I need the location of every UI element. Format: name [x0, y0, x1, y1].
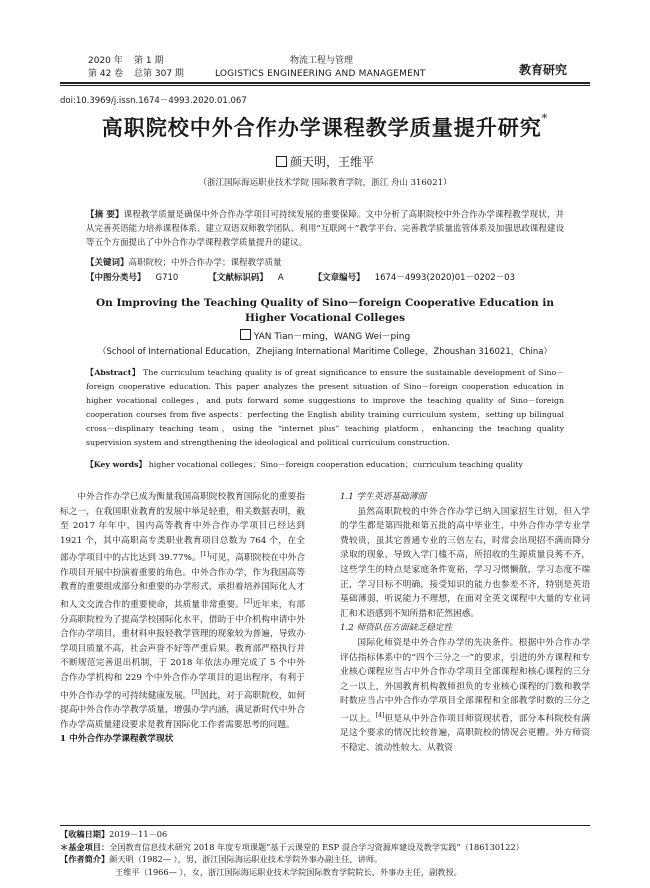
keywords-en-label: 【Key words】 — [86, 460, 147, 469]
page-title — [0, 112, 650, 142]
title-en-line1: On Improving the Teaching Quality of Sino－foreign Cooperative Education in — [96, 297, 554, 309]
right-p2-tail: 但是从中外合作项目师资现状看，部分本科院校有满足这个要求的情况比较普遍，高职院校的情况会更糟。外方师资不稳定、流动性较大、从教资 — [340, 713, 591, 753]
received-value: 2019－11－06 — [109, 829, 168, 839]
clc-label: 【中图分类号】 — [86, 273, 146, 283]
author-bio-label: 【作者简介】 — [60, 854, 110, 864]
title-en-line2: Higher Vocational Colleges — [244, 312, 405, 324]
code-value: A — [277, 273, 284, 283]
article-id-label: 【文章编号】 — [313, 273, 365, 283]
right-paragraph-2 — [340, 636, 590, 756]
affiliation-en: （School of International Education，Zhejiang International Maritime College，Zhoushan 316021，China） — [97, 347, 553, 357]
right-p2-text: 国际化师资是中外合作办学的先决条件。根据中外合作办学评估指标体系中的“四个三分之一”的要求，引进的外方课程和专业核心课程应当占中外合作办学项目全部课程和核心课程的三分之一以上，外国教育机构教师担负的专业核心课程的门数和教学时数应当占中外合作办学项目全部课程和全部教学时数的三分之一以上。 — [340, 637, 590, 724]
header-column: 教育研究 — [519, 63, 568, 77]
left-p1-tail3: 因此，对于高职院校，如何提高中外合作办学教学质量，增强办学内涵，满足新时代中外合作办学高质量建设要求是教育国际化工作者需要思考的问题。 — [60, 690, 306, 730]
article-id-value: 1674－4993(2020)01－0202－03 — [374, 273, 515, 283]
fund-label: ＊基金项目： — [60, 841, 110, 852]
header-issue: 第 1 期 — [134, 56, 164, 66]
subsection-1-1-heading: 1.1 学生英语基础薄弱 — [340, 492, 427, 502]
title-mark: * — [541, 112, 549, 125]
authors-cn-text: 颜天明，王维平 — [289, 155, 374, 169]
author-en-box-icon — [240, 329, 251, 340]
header-volume: 第 42 卷 — [88, 69, 124, 79]
keywords-cn-label: 【关键词】 — [86, 258, 129, 268]
clc-value: G710 — [155, 273, 179, 283]
keywords-en-text: higher vocational colleges；Sino－foreign cooperation education；curriculum teaching quality — [148, 460, 523, 469]
received-date — [60, 828, 590, 841]
doi: doi:10.3969/j.issn.1674－4993.2020.01.067 — [60, 96, 247, 106]
keywords-en — [86, 458, 564, 472]
author-bio-1 — [60, 853, 590, 866]
left-p1-tail: 可见，高职院校在中外合作项目开展中扮演着重要的角色。中外合作办学，作为我国高等教育的重要组成部分和重要的办学形式，承担着培养国际化人才和人文交流合作的重要使命，其质量非常重要。 — [60, 553, 306, 610]
author-bio-2 — [60, 866, 590, 879]
header-year: 2020 年 — [88, 56, 123, 66]
keywords-cn — [86, 256, 564, 270]
header-journal-cn: 物流工程与管理 — [290, 56, 354, 66]
abstract-en-label: 【Abstract】 — [86, 368, 141, 377]
citation-2: [2] — [243, 598, 253, 606]
title-text: 高职院校中外合作办学课程教学质量提升研究 — [101, 115, 542, 140]
section-1-heading: 1 中外合作办学课程教学现状 — [60, 734, 174, 745]
left-column — [60, 490, 305, 747]
left-paragraph-1 — [60, 490, 305, 732]
abstract-cn-label: 【摘 要】 — [86, 210, 124, 220]
clc-line — [86, 272, 515, 284]
authors-cn — [0, 153, 650, 170]
header-total-issue: 总第 307 期 — [134, 69, 184, 79]
fund-value: 全国教育信息技术研究 2018 年度专项课题“基于云课堂的 ESP 混合学习资源库建设及教学实践”（186130122） — [109, 841, 524, 852]
abstract-en — [86, 366, 564, 450]
citation-1: [1] — [200, 551, 210, 559]
author-bio-1-text: 颜天明（1982— ），男，浙江国际海运职业技术学院外事办副主任，讲师。 — [109, 854, 383, 864]
citation-4: [4] — [375, 711, 385, 719]
header-rule-thick — [60, 82, 590, 84]
abstract-cn-text: 课程教学质量是确保中外合作办学项目可持续发展的重要保障。文中分析了高职院校中外合作办学课程教学现状，并从完善英语能力培养课程体系、建立双语双师教学团队、利用“互联网＋”教学平台、完善教学质量监管体系及加强思政课程建设等五个方面提出了中外合作办学课程教学质量提升的建议。 — [86, 210, 564, 248]
abstract-cn — [86, 208, 564, 250]
code-label: 【文献标识码】 — [208, 273, 268, 283]
author-bio-2-text: 王维平（1966— ），女，浙江国际海运职业技术学院国际教育学院院长、外事办主任，副教授。 — [115, 866, 462, 877]
right-paragraph-1: 虽然高职院校的中外合作办学已纳入国家招生计划，但入学的学生都是第四批和第五批的高中毕业生，中外合作办学专业学费较贵，虽其它普通专业的三倍左右，时常会出现招不满而降分录取的现象，导致入学门槛不高，所招收的生源质量良莠不齐，这些学生的特点是家庭条件宽裕，学习习惯懒散，学习态度不端正，学习目标不明确，接受知识的能力也参差不齐，特别是英语基础薄弱，听说能力不理想，在面对全英文课程中大量的专业词汇和术语感到不知所措和茫然困惑。 — [340, 506, 590, 619]
authors-en-text: YAN Tian－ming，WANG Wei－ping — [253, 332, 411, 342]
fund-note — [60, 841, 590, 854]
author-box-icon — [276, 156, 287, 167]
left-p1-tail2: 近年来，有部分高职院校为了提高学校国际化水平，借助于中介机构申请中外合作办学项目，重材料申报轻教学管理的现象较为普遍，导致办学项目质量不高，社会声誉不好等严重后果。教育部严格执行并不断规范完善退出机制，于 2018 年依法办理完成了 5 个中外合作办学机构和 229 个中外合作办学项目的退出程序，有利于中外合作办学的可持续健康发展。 — [60, 599, 306, 701]
citation-3: [3] — [191, 688, 200, 696]
right-column — [340, 490, 590, 756]
affiliation-cn: （浙江国际海运职业技术学院 国际教育学院，浙江 舟山 316021） — [198, 178, 452, 188]
header-rule-thin — [60, 85, 590, 86]
abstract-en-text: The curriculum teaching quality is of great significance to ensure the sustainable development of Sino－foreign cooperative education. This paper analyzes the present situation of Sino－foreign cooperation education in higher vocational colleges，and puts forward some suggestions to improve the teaching quality of Sino－foreign cooperation courses from five aspects：perfecting the English ability training curriculum system，setting up bilingual cross－displinary teaching team，using the “internet plus” teaching platform，enhancing the teaching quality supervision system and strengthening the ideological and political curriculum construction. — [86, 368, 564, 447]
footnotes — [60, 828, 590, 878]
header-journal-en: LOGISTICS ENGINEERING AND MANAGEMENT — [215, 69, 426, 79]
keywords-cn-text: 高职院校；中外合作办学；课程教学质量 — [128, 258, 282, 268]
received-label: 【收稿日期】 — [60, 829, 110, 839]
left-p1-text: 中外合作办学已成为衡量我国高职院校教育国际化的重要指标之一，在我国职业教育的发展中举足轻重，相关数据表明，截至 2017 年年中，国内高等教育中外合作办学项目已经达到 1921 个，其中高职高专类职业教育项目总数为 764 个，在全部办学项目中的占比达到 39.77%。 — [60, 492, 305, 564]
authors-en — [0, 329, 650, 342]
subsection-1-2-heading: 1.2 师资队伍方面缺乏稳定性 — [340, 623, 453, 634]
footnote-rule — [60, 825, 590, 826]
